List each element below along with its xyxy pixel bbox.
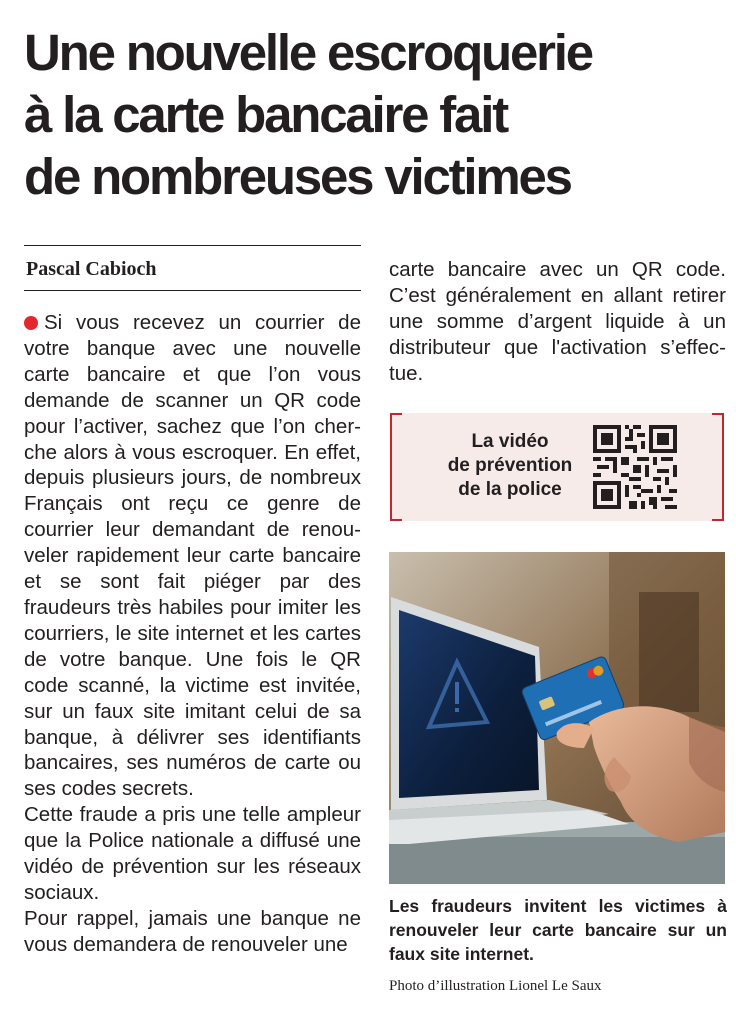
paragraph-3: Pour rappel, jamais une banque ne vous demandera de renouveler une [24, 906, 361, 956]
author-byline: Pascal Cabioch [26, 258, 157, 280]
callout-text [430, 430, 590, 502]
headline-line-2: à la carte bancaire fait [24, 86, 507, 143]
headline [24, 22, 724, 208]
callout-line-1: La vidéo [471, 431, 549, 452]
laptop-credit-card-image [389, 552, 725, 884]
bracket-right-bottom [712, 519, 724, 521]
author-bottom-rule [24, 290, 361, 291]
paragraph-1-text: Si vous recevez un courrier de votre banque avec une nouvelle carte bancaire et que l’on vous demande de scanner un QR code pour l’activer, sachez que l’on cherche alors à vous escroquer. En effet, depuis plusieurs jours, de nombreux Français ont reçu ce genre de courrier leur demandant de renouveler rapidement leur carte bancaire et se sont fait piéger par des fraudeurs très habiles pour imiter les courriers, le site internet et les cartes de votre banque. Une fois le QR code scanné, la victime est invitée, sur un faux site imitant celui de sa banque, à délivrer ses identifiants bancaires, ses numéros de carte ou ses codes secrets. [24, 311, 361, 801]
bracket-right-top [712, 413, 724, 415]
photo-caption: Les fraudeurs invitent les victimes à renouveler leur carte bancaire sur un faux site internet. [389, 896, 727, 964]
article-column-left [24, 310, 361, 958]
callout-line-3: de la police [458, 479, 562, 500]
callout-line-2: de prévention [447, 455, 573, 476]
illustration-photo [389, 552, 725, 884]
paragraph-1 [24, 310, 361, 802]
bracket-left-bottom [390, 519, 402, 521]
article-column-right [389, 257, 726, 387]
headline-line-1: Une nouvelle escroquerie [24, 24, 592, 81]
qr-code-icon[interactable] [593, 425, 677, 509]
headline-line-3: de nombreuses victimes [24, 148, 571, 205]
bracket-left-top [390, 413, 402, 415]
red-bullet-icon [24, 316, 38, 330]
paragraph-2: Cette fraude a pris une telle ampleur que la Police nationale a diffusé une vidéo de prévention sur les réseaux sociaux. [24, 803, 361, 904]
author-top-rule [24, 245, 361, 246]
paragraph-4: carte bancaire avec un QR code. C’est généralement en allant retirer une somme d’argent liquide à un distributeur que l'activation s’effectue. [389, 258, 726, 385]
photo-credit: Photo d’illustration Lionel Le Saux [389, 978, 602, 994]
bracket-left [390, 413, 392, 521]
bracket-right [722, 413, 724, 521]
video-callout[interactable] [390, 413, 724, 521]
